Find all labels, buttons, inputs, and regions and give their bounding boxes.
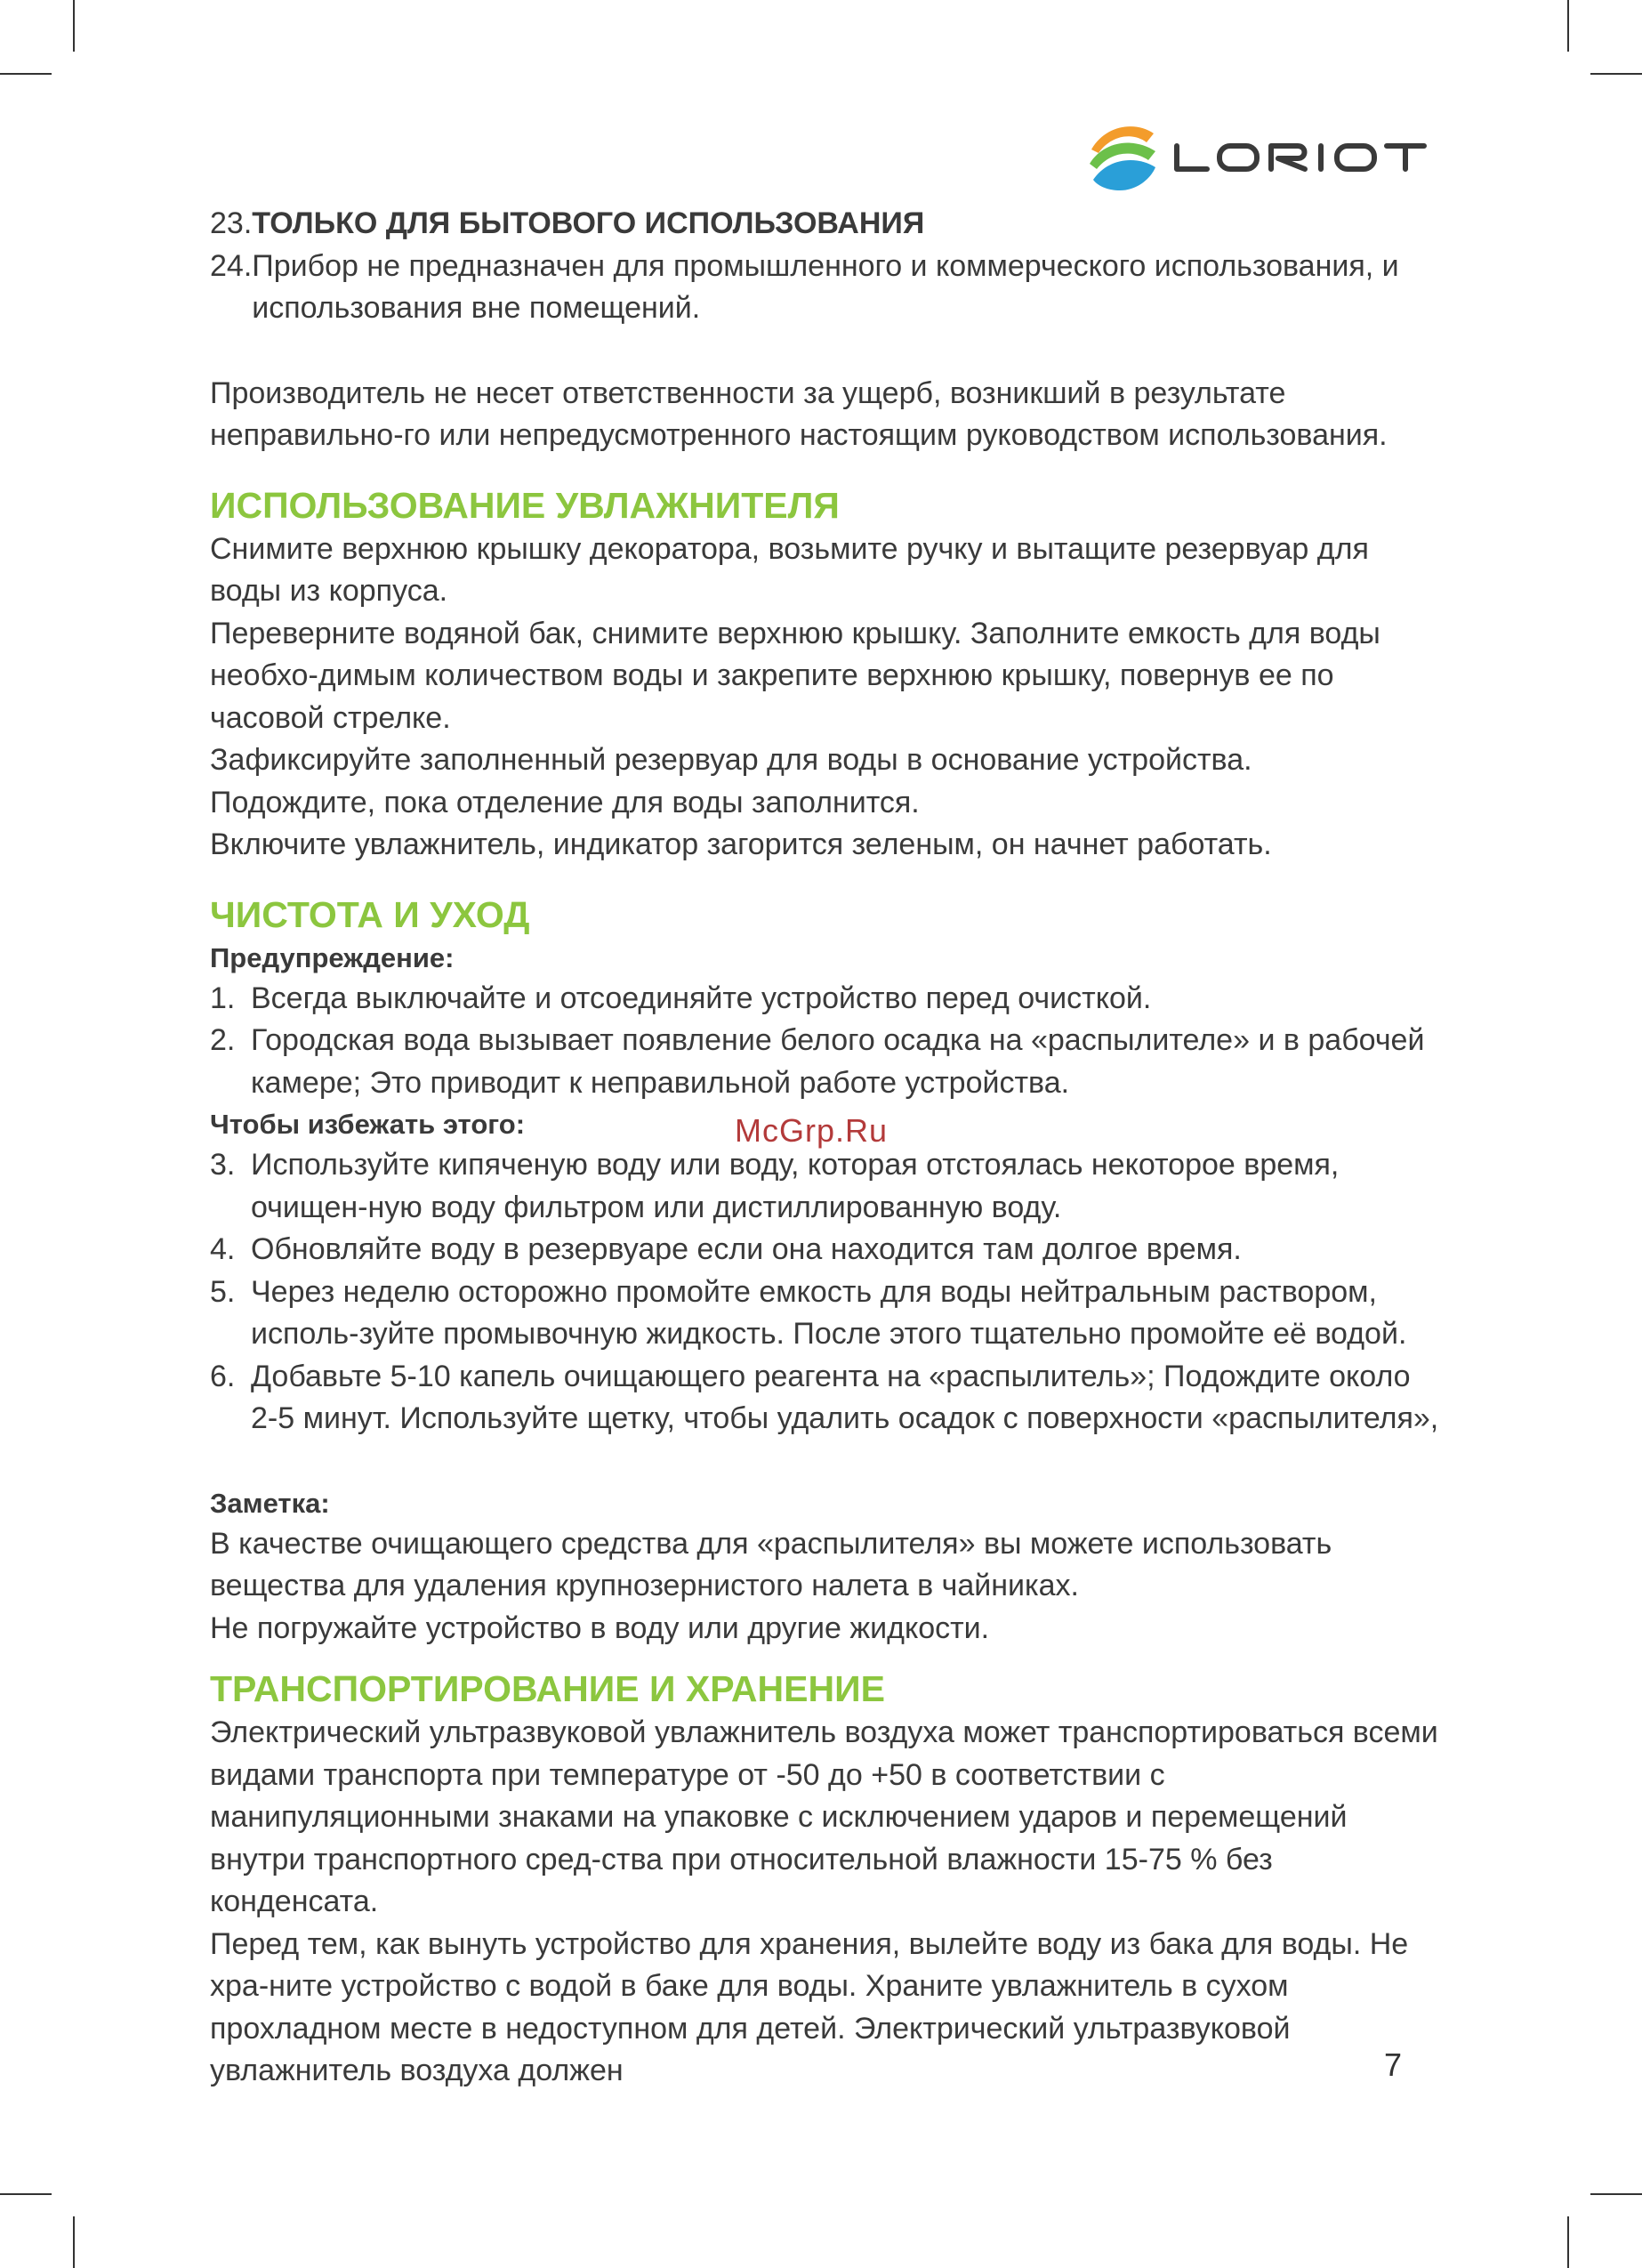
section-heading-cleaning: ЧИСТОТА И УХОД (210, 893, 530, 935)
note-label: Заметка: (210, 1487, 330, 1519)
paragraph: Подождите, пока отделение для воды заполнится. (210, 785, 920, 819)
disclaimer-paragraph: Производитель не несет ответственности за ущерб, возникший в результате неправильно-го или непредусмотренного настоящим руководством использования. (210, 375, 1388, 452)
list-number: 3. (210, 1148, 236, 1182)
paragraph: Включите увлажнитель, индикатор загорится зеленым, он начнет работать. (210, 827, 1272, 861)
list-number: 6. (210, 1359, 236, 1393)
paragraph: Зафиксируйте заполненный резервуар для воды в основание устройства. (210, 743, 1252, 777)
crop-mark (1567, 2216, 1569, 2268)
list-number: 4. (210, 1232, 236, 1266)
list-number: 24. (210, 248, 253, 283)
paragraph: Перед тем, как вынуть устройство для хранения, вылейте воду из бака для воды. Не хра-ните устройство с водой в баке для воды. Храните увлажнитель в сухом прохладном месте в недоступном для детей. Электрический ультразвуковой увлажнитель воздуха должен (210, 1926, 1409, 2087)
crop-mark (73, 0, 75, 52)
list-number: 1. (210, 981, 236, 1015)
list-text: Используйте кипяченую воду или воду, которая отстоялась некоторое время, очищен-ную воду фильтром или дистиллированную воду. (251, 1148, 1340, 1224)
avoid-label: Чтобы избежать этого: (210, 1109, 526, 1140)
list-item (210, 246, 1442, 330)
paragraph: Переверните водяной бак, снимите верхнюю крышку. Заполните емкость для воды необхо-димым количеством воды и закрепите верхнюю крышку, повернув ее по часовой стрелке. (210, 616, 1380, 735)
list-item (210, 1356, 1442, 1441)
list-text: Через неделю осторожно промойте емкость для воды нейтральным раствором, исполь-зуйте промывочную жидкость. После этого тщательно промойте её водой. (251, 1274, 1407, 1351)
watermark: McGrp.Ru (735, 1112, 889, 1149)
page-number: 7 (1384, 2046, 1403, 2083)
list-item (210, 1229, 1442, 1271)
list-text: ТОЛЬКО ДЛЯ БЫТОВОГО ИСПОЛЬЗОВАНИЯ (252, 206, 925, 240)
crop-mark (0, 73, 52, 75)
paragraph: В качестве очищающего средства для «распылителя» вы можете использовать вещества для удаления крупнозернистого налета в чайниках. (210, 1526, 1332, 1602)
crop-mark (73, 2216, 75, 2268)
list-item (210, 203, 1442, 246)
loriot-logo-icon (1081, 114, 1445, 196)
list-item (210, 1020, 1442, 1104)
crop-mark (1590, 2193, 1642, 2195)
paragraph: Снимите верхнюю крышку декоратора, возьмите ручку и вытащите резервуар для воды из корпуса. (210, 531, 1369, 608)
list-number: 23. (210, 206, 253, 240)
crop-mark (0, 2193, 52, 2195)
brand-logo (1081, 114, 1445, 196)
paragraph: Электрический ультразвуковой увлажнитель воздуха может транспортироваться всеми видами транспорта при температуре от -50 до +50 в соответствии с манипуляционными знаками на упаковке с исключением ударов и перемещений внутри транспортного сред-ства при относительной влажности 15-75 % без конденсата. (210, 1715, 1438, 1918)
section-heading-transport: ТРАНСПОРТИРОВАНИЕ И ХРАНЕНИЕ (210, 1668, 885, 1709)
list-text: Добавьте 5-10 капель очищающего реагента на «распылитель»; Подождите около 2-5 минут. Используйте щетку, чтобы удалить осадок с поверхности «распылителя», (251, 1359, 1439, 1435)
list-item (210, 1271, 1442, 1356)
section-heading-usage: ИСПОЛЬЗОВАНИЕ УВЛАЖНИТЕЛЯ (210, 484, 840, 526)
warning-label: Предупреждение: (210, 941, 455, 973)
list-text: Всегда выключайте и отсоединяйте устройство перед очисткой. (251, 981, 1152, 1015)
list-text: Прибор не предназначен для промышленного и коммерческого использования, и использования вне помещений. (252, 248, 1399, 325)
list-number: 2. (210, 1023, 236, 1057)
list-number: 5. (210, 1274, 236, 1309)
paragraph: Не погружайте устройство в воду или другие жидкости. (210, 1610, 990, 1645)
crop-mark (1567, 0, 1569, 52)
list-item (210, 978, 1442, 1021)
list-text: Городская вода вызывает появление белого осадка на «распылителе» и в рабочей камере; Это приводит к неправильной работе устройства. (251, 1023, 1425, 1100)
crop-mark (1590, 73, 1642, 75)
list-text: Обновляйте воду в резервуаре если она находится там долгое время. (251, 1232, 1242, 1266)
list-item (210, 1144, 1442, 1229)
